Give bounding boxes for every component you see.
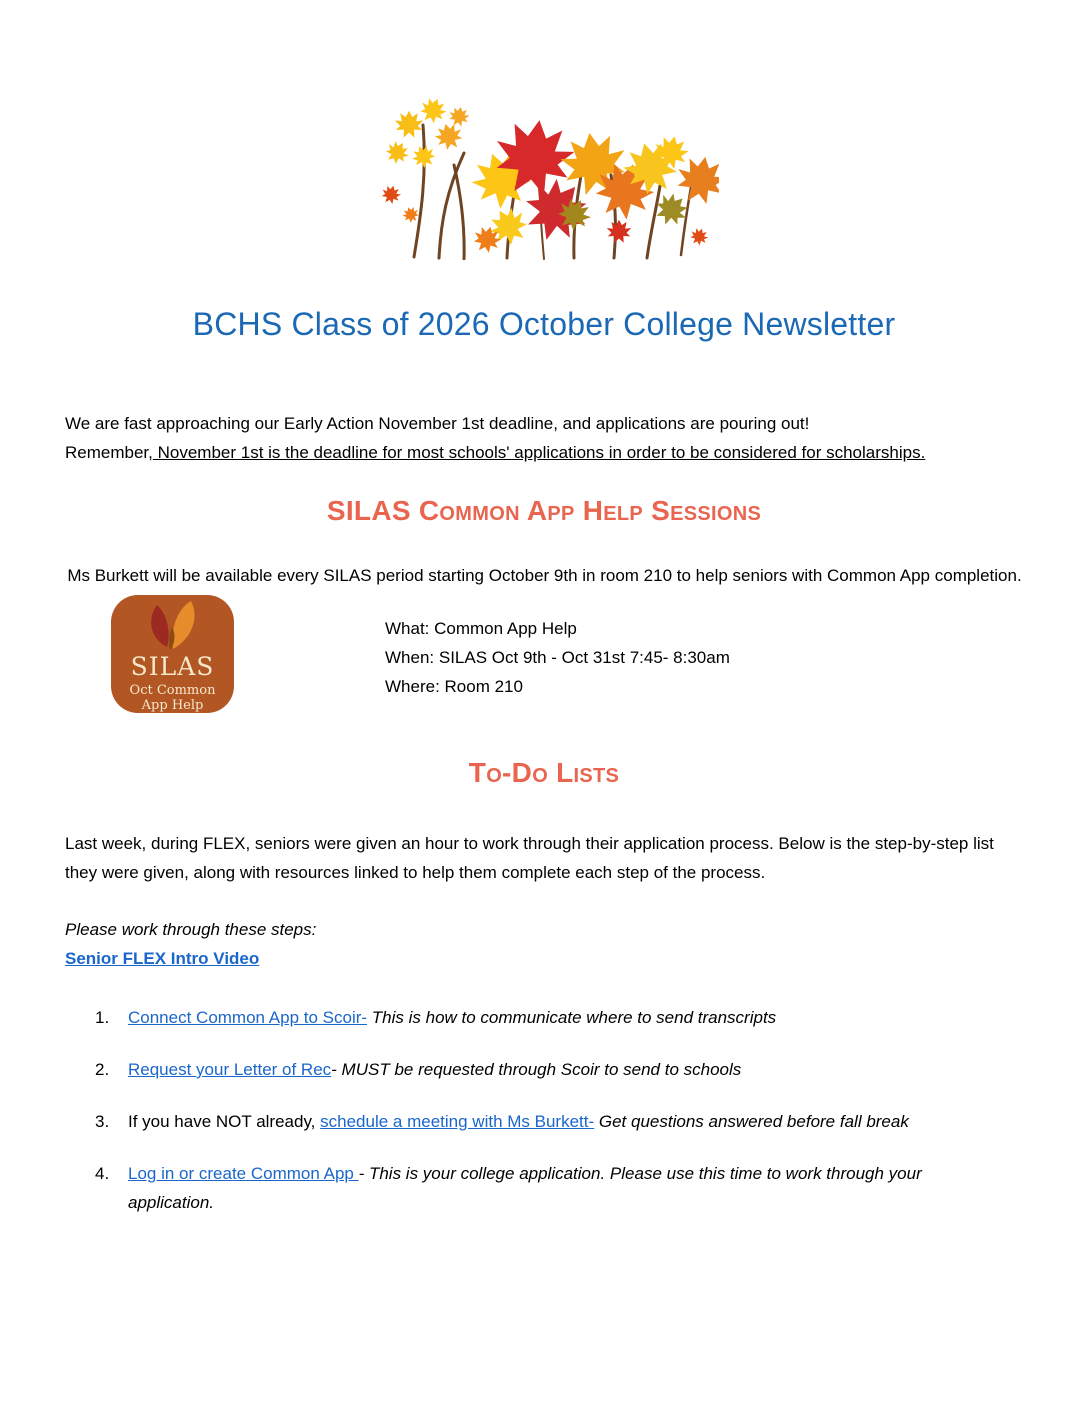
maple-leaves xyxy=(380,95,719,255)
item-text: If you have NOT already, xyxy=(128,1112,321,1131)
event-details xyxy=(385,614,730,701)
senior-flex-video-link[interactable]: Senior FLEX Intro Video xyxy=(65,949,260,968)
page-title: BCHS Class of 2026 October College Newsletter xyxy=(192,306,896,342)
event-when: When: SILAS Oct 9th - Oct 31st 7:45- 8:30am xyxy=(385,648,730,667)
item-number: 2. xyxy=(95,1060,110,1079)
intro-paragraph xyxy=(65,409,1024,467)
item-description: - MUST be requested through Scoir to send to schools xyxy=(331,1060,742,1079)
steps-label: Please work through these steps: xyxy=(65,920,317,939)
silas-badge xyxy=(110,594,235,714)
intro-underlined-text: November 1st is the deadline for most schools' applications in order to be considered for scholarships. xyxy=(152,443,926,462)
silas-badge-line1: Oct Common xyxy=(129,683,216,698)
silas-badge-title: SILAS xyxy=(130,652,215,681)
todo-intro: Last week, during FLEX, seniors were given an hour to work through their application process. Below is the step-by-step list they were given, along with resources linked to help them complete each step of the process. xyxy=(65,834,994,882)
todo-list xyxy=(95,1003,1088,1217)
intro-text: Remember, xyxy=(65,443,153,462)
item-number: 4. xyxy=(95,1164,110,1183)
todo-item xyxy=(95,1159,1088,1217)
silas-description: Ms Burkett will be available every SILAS period starting October 9th in room 210 to help seniors with Common App completion. xyxy=(67,566,1022,585)
todo-item xyxy=(95,1003,1088,1032)
video-link-line xyxy=(65,944,1024,973)
event-what: What: Common App Help xyxy=(385,619,577,638)
silas-info-row xyxy=(110,594,1088,714)
letter-of-rec-link[interactable]: Request your Letter of Rec xyxy=(128,1060,332,1079)
item-description: - This is your college application. Please use this time to work through your application. xyxy=(128,1164,922,1212)
common-app-link[interactable]: Log in or create Common App xyxy=(128,1164,359,1183)
scoir-connect-link[interactable]: Connect Common App to Scoir- xyxy=(128,1008,368,1027)
todo-item xyxy=(95,1055,1088,1084)
item-description: This is how to communicate where to send transcripts xyxy=(367,1008,777,1027)
todo-item xyxy=(95,1107,1088,1136)
schedule-meeting-link[interactable]: schedule a meeting with Ms Burkett- xyxy=(320,1112,595,1131)
silas-section-heading: SILAS Common App Help Sessions xyxy=(326,495,762,526)
event-where: Where: Room 210 xyxy=(385,677,523,696)
todo-section-heading: To-Do Lists xyxy=(468,757,620,788)
intro-text-line1: We are fast approaching our Early Action November 1st deadline, and applications are pouring out! xyxy=(65,414,810,433)
item-number: 1. xyxy=(95,1008,110,1027)
item-description: Get questions answered before fall break xyxy=(594,1112,909,1131)
item-number: 3. xyxy=(95,1112,110,1131)
silas-badge-line2: App Help xyxy=(141,698,204,713)
autumn-leaves-image xyxy=(369,95,719,260)
